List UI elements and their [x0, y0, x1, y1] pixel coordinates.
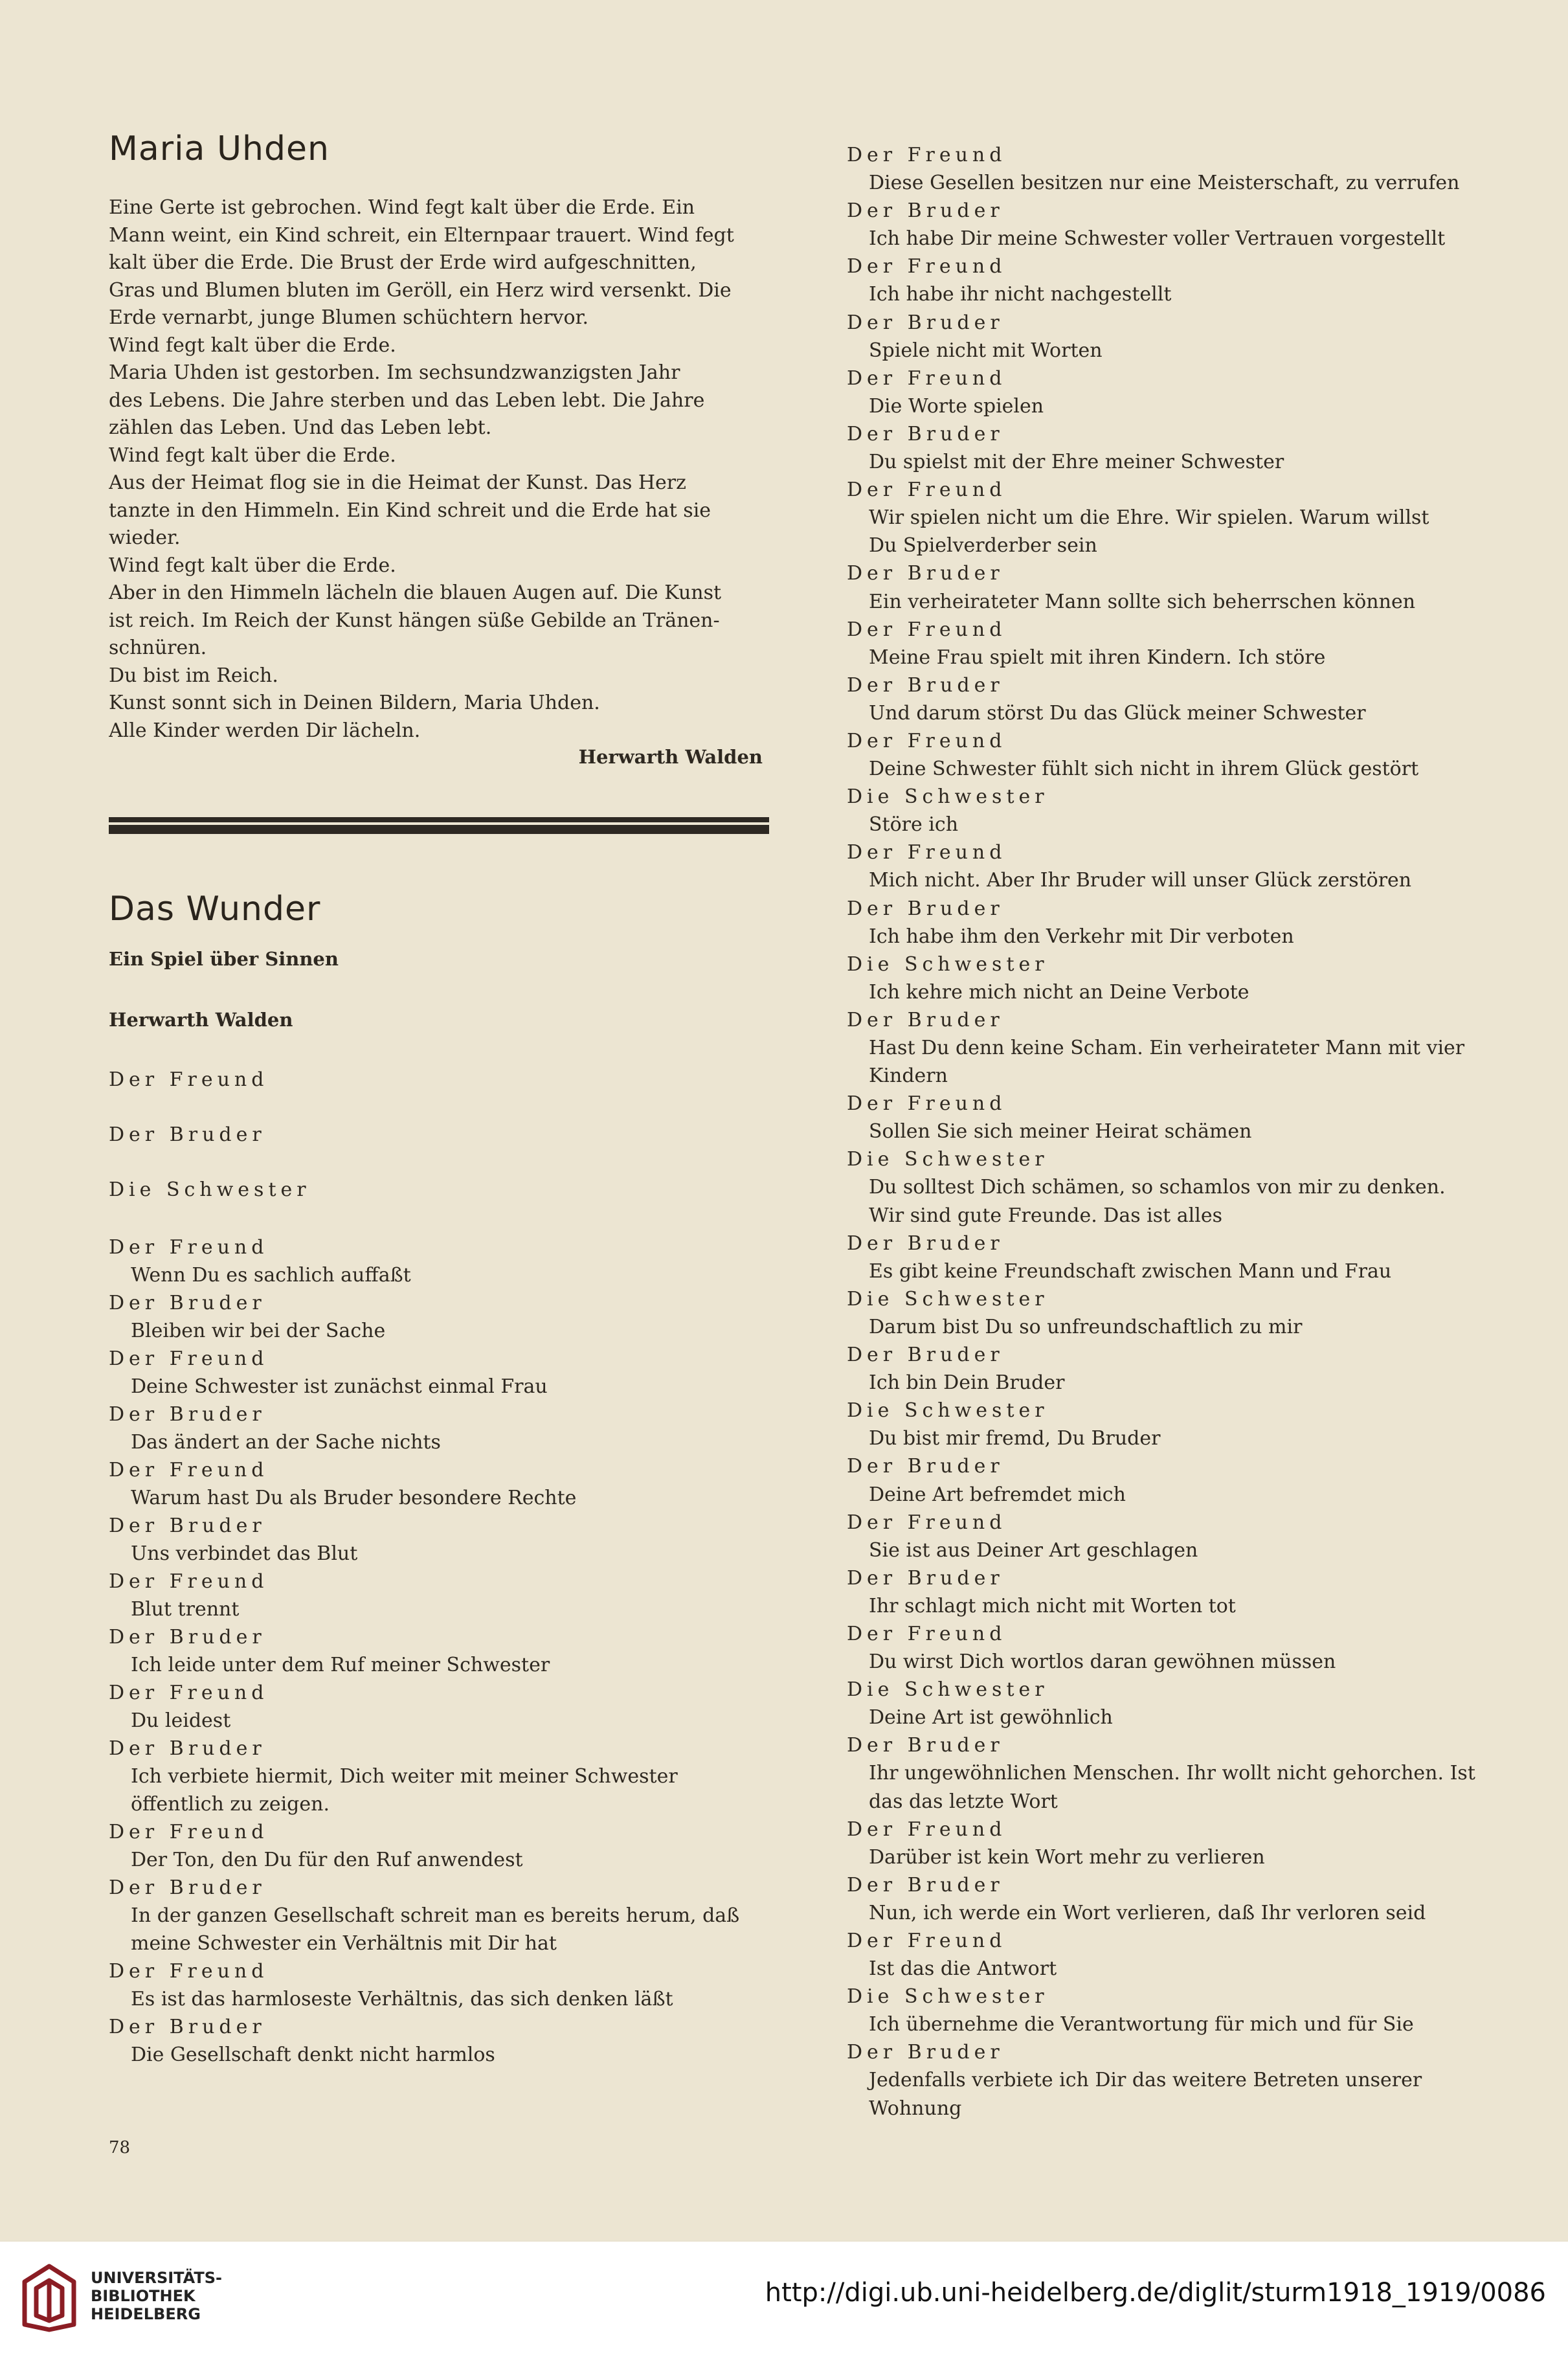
dialogue-line: Ich bin Dein Bruder [869, 1371, 1065, 1395]
speaker-name: Der Bruder [109, 1403, 266, 1426]
dialogue-line: Das ändert an der Sache nichts [131, 1431, 441, 1454]
speaker-name: Der Bruder [847, 422, 1004, 445]
dialogue-turn [847, 1816, 1505, 1871]
dialogue-line: Es gibt keine Freundschaft zwischen Mann und Frau [869, 1259, 1392, 1283]
prose-line: Aus der Heimat flog sie in die Heimat der Kunst. Das Herz [109, 471, 686, 494]
article-body-maria-uhden [109, 194, 769, 745]
prose-line: ist reich. Im Reich der Kunst hängen süße Gebilde an Tränen- [109, 609, 720, 632]
dialogue-line: Diese Gesellen besitzen nur eine Meisterschaft, zu verrufen [869, 172, 1460, 195]
prose-line: wieder. [109, 526, 181, 549]
dialogue-line: öffentlich zu zeigen. [131, 1793, 330, 1816]
dialogue-turn [847, 1397, 1505, 1452]
dialogue-line: Du wirst Dich wortlos daran gewöhnen müssen [869, 1650, 1336, 1674]
dialogue-turn [847, 1230, 1505, 1285]
dialogue-line: Ich verbiete hiermit, Dich weiter mit meiner Schwester [131, 1765, 678, 1788]
dialogue-turn [847, 1564, 1505, 1620]
dialogue-turn [847, 951, 1505, 1006]
dialogue-line: Wir spielen nicht um die Ehre. Wir spielen. Warum willst [869, 506, 1429, 530]
prose-line: Aber in den Himmeln lächeln die blauen Augen auf. Die Kunst [109, 581, 722, 604]
dialogue-turn [109, 1512, 769, 1568]
speaker-name: Die Schwester [847, 952, 1049, 976]
speaker-name: Der Bruder [847, 1344, 1004, 1367]
speaker-name: Die Schwester [847, 1985, 1049, 2009]
article-subtitle: Ein Spiel über Sinnen [109, 948, 339, 970]
dialogue-line: Du leidest [131, 1709, 231, 1732]
prose-line: Wind fegt kalt über die Erde. [109, 554, 396, 577]
prose-line: Maria Uhden ist gestorben. Im sechsundzwanzigsten Jahr [109, 361, 680, 384]
dialogue-line: Jedenfalls verbiete ich Dir das weitere Betreten unserer [869, 2069, 1422, 2092]
dialogue-turn [847, 365, 1505, 420]
dialogue-line: Kindern [869, 1064, 948, 1088]
dialogue-turn [847, 1676, 1505, 1731]
dialogue-line: Darüber ist kein Wort mehr zu verlieren [869, 1845, 1265, 1869]
institution-line: HEIDELBERG [91, 2305, 201, 2323]
dialogue-turn [847, 1006, 1505, 1090]
dialogue-turn [847, 1927, 1505, 1983]
prose-line: Wind fegt kalt über die Erde. [109, 444, 396, 467]
prose-line: tanzte in den Himmeln. Ein Kind schreit und die Erde hat sie [109, 499, 711, 522]
speaker-name: Der Freund [109, 1570, 269, 1593]
speaker-name: Der Bruder [109, 1876, 266, 1899]
dialogue-line: Der Ton, den Du für den Ruf anwendest [131, 1849, 523, 1871]
speaker-name: Der Bruder [109, 1737, 266, 1760]
institution-line: UNIVERSITÄTS- [91, 2269, 223, 2287]
dialogue-turn [847, 1090, 1505, 1145]
speaker-name: Der Freund [847, 366, 1007, 390]
dialogue-line: Die Gesellschaft denkt nicht harmlos [131, 2043, 495, 2066]
dialogue-line: Störe ich [869, 813, 959, 837]
speaker-name: Der Freund [109, 1821, 269, 1843]
prose-line: Eine Gerte ist gebrochen. Wind fegt kalt über die Erde. Ein [109, 196, 695, 219]
speaker-name: Die Schwester [847, 1287, 1049, 1311]
dialogue-line: meine Schwester ein Verhältnis mit Dir hat [131, 1932, 557, 1955]
dialogue-turn [847, 1341, 1505, 1397]
prose-line: Mann weint, ein Kind schreit, ein Elternpaar trauert. Wind fegt [109, 223, 734, 247]
article-author: Herwarth Walden [109, 1009, 293, 1031]
source-url-link[interactable]: http://digi.ub.uni-heidelberg.de/diglit/sturm1918_1919/0086 [765, 2278, 1546, 2308]
section-divider [109, 817, 769, 834]
dialogue-line: Darum bist Du so unfreundschaftlich zu mir [869, 1315, 1303, 1338]
dialogue-line: Ich leide unter dem Ruf meiner Schwester [131, 1654, 550, 1676]
prose-line: des Lebens. Die Jahre sterben und das Leben lebt. Die Jahre [109, 388, 705, 412]
speaker-name: Der Bruder [847, 1566, 1004, 1590]
prose-line: Wind fegt kalt über die Erde. [109, 333, 396, 357]
dialogue-turn [847, 1871, 1505, 1927]
speaker-name: Die Schwester [847, 785, 1049, 809]
dialogue-line: In der ganzen Gesellschaft schreit man es bereits herum, daß [131, 1904, 740, 1927]
dialogue-turn [109, 1623, 769, 1679]
dialogue-turn [109, 1818, 769, 1874]
dialogue-turn [847, 309, 1505, 365]
dialogue-turn [847, 839, 1505, 894]
dialogue-turn [847, 2038, 1505, 2122]
cast-list [109, 1068, 769, 1201]
dialogue-turn [109, 1735, 769, 1818]
dialogue-turn [847, 476, 1505, 559]
speaker-name: Der Freund [109, 1459, 269, 1481]
speaker-name: Die Schwester [847, 1399, 1049, 1423]
dialogue-line: Wenn Du es sachlich auffaßt [131, 1264, 411, 1287]
dialogue-turn [109, 1289, 769, 1345]
dialogue-line: Du bist mir fremd, Du Bruder [869, 1427, 1161, 1450]
dialogue-line: Ist das die Antwort [869, 1957, 1057, 1981]
dialogue-line: Ich habe ihm den Verkehr mit Dir verboten [869, 925, 1294, 948]
dialogue-turn [109, 1874, 769, 1957]
speaker-name: Der Bruder [847, 562, 1004, 585]
dialogue-line: Wohnung [869, 2097, 962, 2120]
speaker-name: Der Freund [109, 1347, 269, 1370]
dialogue-line: Ich kehre mich nicht an Deine Verbote [869, 980, 1249, 1004]
dialogue-turn [847, 1452, 1505, 1508]
dialogue-turn [847, 727, 1505, 783]
cast-member: Die Schwester [109, 1178, 311, 1201]
dialogue-line: das das letzte Wort [869, 1790, 1058, 1813]
prose-line: kalt über die Erde. Die Brust der Erde wird aufgeschnitten, [109, 251, 697, 274]
institution-name [91, 2269, 222, 2323]
dialogue-turn [847, 197, 1505, 253]
prose-line: zählen das Leben. Und das Leben lebt. [109, 416, 492, 439]
speaker-name: Der Freund [847, 1511, 1007, 1534]
speaker-name: Der Freund [847, 1092, 1007, 1116]
dialogue-turn [847, 253, 1505, 308]
dialogue-line: Nun, ich werde ein Wort verlieren, daß Ihr verloren seid [869, 1901, 1426, 1924]
dialogue-line: Ich habe Dir meine Schwester voller Vertrauen vorgestellt [869, 227, 1446, 251]
dialogue-line: Warum hast Du als Bruder besondere Rechte [131, 1487, 577, 1509]
article-title-das-wunder: Das Wunder [109, 890, 321, 929]
speaker-name: Der Bruder [109, 1626, 266, 1649]
speaker-name: Der Bruder [847, 1734, 1004, 1757]
speaker-name: Der Bruder [109, 1292, 266, 1314]
dialogue-turn [847, 141, 1505, 197]
dialogue-turn [109, 2013, 769, 2069]
dialogue-turn [109, 1456, 769, 1512]
dialogue-line: Ein verheirateter Mann sollte sich beherrschen können [869, 590, 1416, 613]
dialogue-line: Sie ist aus Deiner Art geschlagen [869, 1538, 1198, 1562]
speaker-name: Der Freund [847, 478, 1007, 502]
prose-line: Alle Kinder werden Dir lächeln. [109, 719, 421, 742]
dialogue-line: Spiele nicht mit Worten [869, 339, 1103, 362]
speaker-name: Der Freund [847, 841, 1007, 864]
dialogue-turn [847, 895, 1505, 951]
page-number: 78 [109, 2138, 131, 2157]
speaker-name: Der Freund [847, 144, 1007, 166]
dialogue-line: Deine Schwester fühlt sich nicht in ihrem Glück gestört [869, 758, 1419, 781]
dialogue-line: Deine Art ist gewöhnlich [869, 1706, 1113, 1729]
speaker-name: Der Freund [109, 1236, 269, 1259]
speaker-name: Der Freund [847, 1818, 1007, 1841]
dialogue-left-column [109, 1233, 769, 2069]
dialogue-line: Du spielst mit der Ehre meiner Schwester [869, 451, 1284, 474]
prose-line: Erde vernarbt, junge Blumen schüchtern hervor. [109, 306, 589, 329]
dialogue-turn [847, 1285, 1505, 1341]
speaker-name: Der Bruder [847, 311, 1004, 334]
library-seal-icon [18, 2262, 80, 2334]
dialogue-line: Ich übernehme die Verantwortung für mich und für Sie [869, 2013, 1414, 2036]
dialogue-line: Ihr schlagt mich nicht mit Worten tot [869, 1594, 1236, 1617]
dialogue-turn [847, 420, 1505, 476]
speaker-name: Der Freund [109, 1960, 269, 1983]
dialogue-line: Es ist das harmloseste Verhältnis, das sich denken läßt [131, 1988, 673, 2010]
prose-line: Du bist im Reich. [109, 664, 278, 687]
speaker-name: Der Bruder [847, 2041, 1004, 2064]
dialogue-turn [109, 1233, 769, 1289]
speaker-name: Der Freund [109, 1682, 269, 1704]
dialogue-line: Blut trennt [131, 1598, 240, 1621]
speaker-name: Der Bruder [109, 2016, 266, 2038]
speaker-name: Die Schwester [847, 1678, 1049, 1702]
dialogue-turn [847, 1983, 1505, 2038]
dialogue-right-column [847, 141, 1505, 2122]
dialogue-turn [847, 1731, 1505, 1815]
prose-line: Kunst sonnt sich in Deinen Bildern, Maria Uhden. [109, 692, 600, 714]
dialogue-turn [847, 1620, 1505, 1676]
institution-line: BIBLIOTHEK [91, 2287, 196, 2305]
speaker-name: Die Schwester [847, 1148, 1049, 1171]
dialogue-line: Wir sind gute Freunde. Das ist alles [869, 1204, 1222, 1227]
speaker-name: Der Freund [847, 1930, 1007, 1952]
dialogue-turn [109, 1401, 769, 1456]
dialogue-line: Sollen Sie sich meiner Heirat schämen [869, 1120, 1252, 1143]
cast-member: Der Bruder [109, 1123, 266, 1146]
dialogue-turn [847, 671, 1505, 727]
prose-line: Gras und Blumen bluten im Geröll, ein Herz wird versenkt. Die [109, 278, 732, 302]
dialogue-turn [847, 559, 1505, 615]
dialogue-line: Die Worte spielen [869, 394, 1044, 418]
speaker-name: Der Bruder [847, 1455, 1004, 1478]
speaker-name: Der Bruder [847, 199, 1004, 223]
dialogue-line: Hast Du denn keine Scham. Ein verheirateter Mann mit vier [869, 1037, 1465, 1059]
dialogue-line: Mich nicht. Aber Ihr Bruder will unser Glück zerstören [869, 869, 1412, 892]
dialogue-turn [847, 1509, 1505, 1564]
article-title-maria-uhden: Maria Uhden [109, 129, 330, 168]
dialogue-line: Bleiben wir bei der Sache [131, 1320, 386, 1342]
dialogue-line: Du solltest Dich schämen, so schamlos von mir zu denken. [869, 1176, 1446, 1199]
left-column [109, 129, 769, 2069]
speaker-name: Der Bruder [847, 1232, 1004, 1255]
article-signature: Herwarth Walden [578, 746, 763, 768]
speaker-name: Der Bruder [847, 1008, 1004, 1031]
dialogue-line: Du Spielverderber sein [869, 534, 1097, 557]
dialogue-line: Deine Art befremdet mich [869, 1483, 1126, 1506]
dialogue-turn [109, 1568, 769, 1623]
speaker-name: Der Bruder [847, 673, 1004, 697]
dialogue-turn [109, 1345, 769, 1401]
dialogue-turn [847, 1145, 1505, 1229]
speaker-name: Der Freund [847, 729, 1007, 752]
prose-line: schnüren. [109, 636, 207, 659]
right-column [847, 141, 1505, 2122]
dialogue-line: Uns verbindet das Blut [131, 1542, 358, 1565]
speaker-name: Der Freund [847, 255, 1007, 278]
dialogue-turn [847, 783, 1505, 839]
speaker-name: Der Bruder [847, 897, 1004, 920]
dialogue-turn [109, 1957, 769, 2013]
dialogue-turn [109, 1679, 769, 1735]
dialogue-line: Und darum störst Du das Glück meiner Schwester [869, 701, 1366, 725]
dialogue-line: Meine Frau spielt mit ihren Kindern. Ich störe [869, 646, 1326, 669]
footer-bar [0, 2242, 1568, 2353]
speaker-name: Der Bruder [847, 1873, 1004, 1897]
dialogue-line: Ihr ungewöhnlichen Menschen. Ihr wollt nicht gehorchen. Ist [869, 1762, 1475, 1785]
speaker-name: Der Freund [847, 618, 1007, 641]
dialogue-turn [847, 616, 1505, 671]
speaker-name: Der Bruder [109, 1514, 266, 1537]
speaker-name: Der Freund [847, 1622, 1007, 1645]
dialogue-line: Deine Schwester ist zunächst einmal Frau [131, 1375, 548, 1398]
cast-member: Der Freund [109, 1068, 269, 1091]
dialogue-line: Ich habe ihr nicht nachgestellt [869, 283, 1172, 306]
